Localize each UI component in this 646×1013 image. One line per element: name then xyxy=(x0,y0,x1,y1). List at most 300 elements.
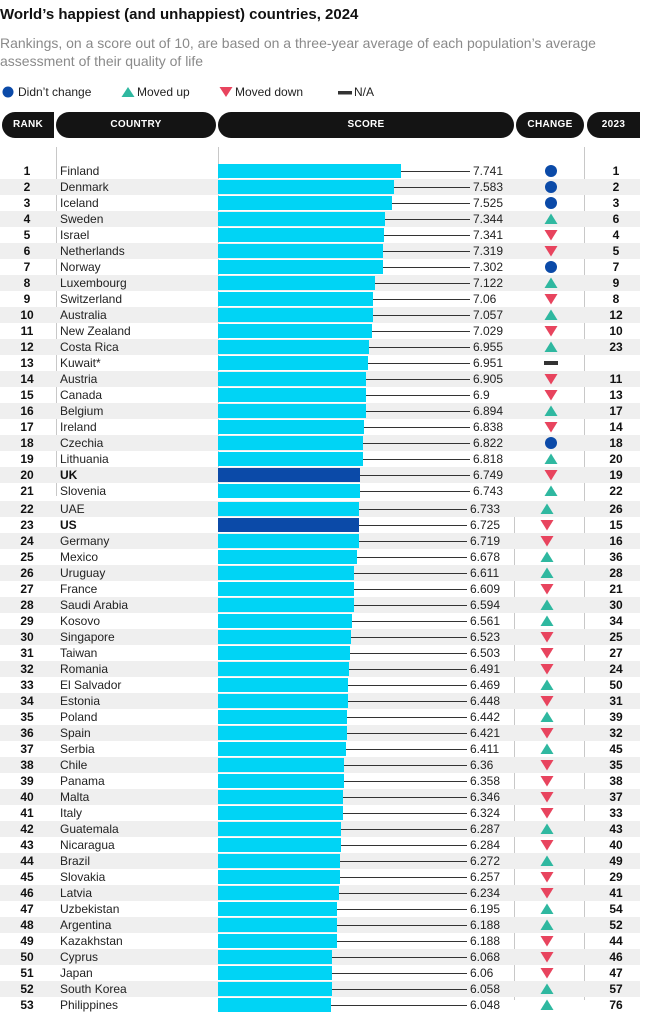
country-label: South Korea xyxy=(60,982,127,996)
score-label: 6.611 xyxy=(470,566,500,580)
score-bar xyxy=(218,726,347,740)
rank-label: 45 xyxy=(20,870,34,884)
prev-rank-label: 21 xyxy=(609,582,623,596)
leader-line xyxy=(332,973,467,974)
score-label: 7.583 xyxy=(473,180,504,194)
score-bar xyxy=(218,404,366,418)
prev-rank-label: 35 xyxy=(609,758,623,772)
change-up-icon xyxy=(539,918,555,932)
leader-line xyxy=(344,781,467,782)
triangle-down-icon xyxy=(219,86,233,98)
rank-label: 3 xyxy=(23,196,31,210)
prev-rank-label: 20 xyxy=(609,452,623,466)
country-label: Switzerland xyxy=(60,292,123,306)
score-bar xyxy=(218,646,350,660)
country-label: Cyprus xyxy=(60,950,99,964)
prev-rank-label: 41 xyxy=(609,886,623,900)
header-rank: RANK xyxy=(2,112,54,138)
score-label: 6.894 xyxy=(473,404,504,418)
score-label: 7.525 xyxy=(473,196,504,210)
score-label: 6.822 xyxy=(473,436,504,450)
score-label: 7.057 xyxy=(473,308,504,322)
change-up-icon xyxy=(539,710,555,724)
leader-line xyxy=(337,941,467,942)
score-bar xyxy=(218,436,363,450)
country-label: UK xyxy=(60,468,78,482)
prev-rank-label: 6 xyxy=(612,212,620,226)
rank-label: 46 xyxy=(20,886,34,900)
prev-rank-label: 32 xyxy=(609,726,623,740)
change-down-icon xyxy=(543,420,559,434)
change-up-icon xyxy=(543,212,559,226)
score-label: 6.749 xyxy=(473,468,504,482)
score-bar xyxy=(218,356,368,370)
prev-rank-label: 24 xyxy=(609,662,623,676)
score-label: 6.411 xyxy=(470,742,500,756)
rank-label: 27 xyxy=(20,582,34,596)
legend-label: Moved up xyxy=(137,85,190,99)
leader-line xyxy=(344,765,467,766)
leader-line xyxy=(363,459,470,460)
leader-line xyxy=(363,443,470,444)
rank-label: 11 xyxy=(20,324,34,338)
change-down-icon xyxy=(539,726,555,740)
rank-label: 50 xyxy=(20,950,34,964)
change-up-icon xyxy=(543,452,559,466)
leader-line xyxy=(383,251,470,252)
score-label: 6.469 xyxy=(470,678,501,692)
leader-line xyxy=(384,235,470,236)
country-label: Romania xyxy=(60,662,109,676)
country-label: Kazakhstan xyxy=(60,934,123,948)
score-label: 6.951 xyxy=(473,356,504,370)
country-label: El Salvador xyxy=(60,678,122,692)
prev-rank-label: 1 xyxy=(612,164,620,178)
prev-rank-label: 10 xyxy=(609,324,623,338)
prev-rank-label: 13 xyxy=(609,388,623,402)
rank-label: 12 xyxy=(20,340,34,354)
change-down-icon xyxy=(539,662,555,676)
score-label: 6.346 xyxy=(470,790,501,804)
rank-label: 52 xyxy=(20,982,34,996)
rank-label: 17 xyxy=(20,420,34,434)
change-up-icon xyxy=(539,982,555,996)
prev-rank-label: 23 xyxy=(609,340,623,354)
country-label: Netherlands xyxy=(60,244,125,258)
prev-rank-label: 76 xyxy=(609,998,623,1012)
change-up-icon xyxy=(539,502,555,516)
leader-line xyxy=(354,573,467,574)
rank-label: 13 xyxy=(20,356,34,370)
rank-label: 19 xyxy=(20,452,34,466)
score-bar xyxy=(218,838,341,852)
country-label: Chile xyxy=(60,758,88,772)
prev-rank-label: 50 xyxy=(609,678,623,692)
prev-rank-label: 12 xyxy=(609,308,623,322)
score-label: 6.324 xyxy=(470,806,501,820)
prev-rank-label: 36 xyxy=(609,550,623,564)
country-label: Luxembourg xyxy=(60,276,127,290)
prev-rank-label: 7 xyxy=(612,260,620,274)
score-label: 7.341 xyxy=(473,228,504,242)
prev-rank-label: 30 xyxy=(609,598,623,612)
change-up-icon xyxy=(539,998,555,1012)
leader-line xyxy=(360,475,470,476)
dash-icon xyxy=(338,86,352,98)
leader-line xyxy=(337,909,467,910)
country-label: Norway xyxy=(60,260,101,274)
leader-line xyxy=(359,541,467,542)
rank-label: 4 xyxy=(23,212,31,226)
country-label: Italy xyxy=(60,806,83,820)
leader-line xyxy=(348,685,467,686)
leader-line xyxy=(366,379,470,380)
score-label: 6.523 xyxy=(470,630,501,644)
rank-label: 14 xyxy=(20,372,34,386)
score-bar xyxy=(218,324,372,338)
change-down-icon xyxy=(539,950,555,964)
score-bar xyxy=(218,678,348,692)
score-bar xyxy=(218,340,369,354)
score-label: 6.257 xyxy=(470,870,501,884)
leader-line xyxy=(359,509,467,510)
rank-label: 24 xyxy=(20,534,34,548)
score-bar xyxy=(218,950,332,964)
change-down-icon xyxy=(539,694,555,708)
score-bar xyxy=(218,196,392,210)
legend-label: Moved down xyxy=(235,85,304,99)
score-bar xyxy=(218,982,332,996)
leader-line xyxy=(340,877,467,878)
change-down-icon xyxy=(543,228,559,242)
score-bar xyxy=(218,806,343,820)
country-label: Germany xyxy=(60,534,110,548)
country-label: Argentina xyxy=(60,918,112,932)
score-label: 7.344 xyxy=(473,212,504,226)
score-bar xyxy=(218,260,383,274)
leader-line xyxy=(347,733,467,734)
country-label: Slovakia xyxy=(60,870,106,884)
country-label: Singapore xyxy=(60,630,115,644)
country-label: Slovenia xyxy=(60,484,107,498)
change-down-icon xyxy=(543,244,559,258)
country-label: Estonia xyxy=(60,694,101,708)
score-bar xyxy=(218,452,363,466)
country-label: Serbia xyxy=(60,742,95,756)
score-bar xyxy=(218,372,366,386)
change-down-icon xyxy=(539,646,555,660)
score-bar xyxy=(218,308,373,322)
prev-rank-label: 14 xyxy=(609,420,623,434)
rank-label: 53 xyxy=(20,998,34,1012)
score-bar xyxy=(218,388,366,402)
score-label: 6.594 xyxy=(470,598,501,612)
legend-label: Didn’t change xyxy=(18,85,92,99)
leader-line xyxy=(364,427,470,428)
rank-label: 37 xyxy=(20,742,34,756)
leader-line xyxy=(392,203,470,204)
rank-label: 23 xyxy=(20,518,34,532)
leader-line xyxy=(373,315,470,316)
leader-line xyxy=(340,861,467,862)
score-bar xyxy=(218,614,352,628)
rank-label: 38 xyxy=(20,758,34,772)
country-label: Sweden xyxy=(60,212,104,226)
prev-rank-label: 33 xyxy=(609,806,623,820)
score-bar xyxy=(218,292,373,306)
change-down-icon xyxy=(539,774,555,788)
country-label: Ireland xyxy=(60,420,97,434)
rank-label: 48 xyxy=(20,918,34,932)
leader-line xyxy=(375,283,470,284)
score-bar xyxy=(218,870,340,884)
prev-rank-label: 43 xyxy=(609,822,623,836)
score-bar xyxy=(218,228,384,242)
prev-rank-label: 38 xyxy=(609,774,623,788)
score-label: 6.743 xyxy=(473,484,504,498)
leader-line xyxy=(339,893,467,894)
rank-label: 10 xyxy=(20,308,34,322)
prev-rank-label: 11 xyxy=(609,372,623,386)
rank-label: 35 xyxy=(20,710,34,724)
score-bar xyxy=(218,790,343,804)
score-label: 7.319 xyxy=(473,244,504,258)
country-label: Austria xyxy=(60,372,98,386)
leader-line xyxy=(373,299,470,300)
rank-label: 42 xyxy=(20,822,34,836)
prev-rank-label: 9 xyxy=(612,276,620,290)
change-up-icon xyxy=(543,276,559,290)
chart-subtitle: Rankings, on a score out of 10, are based on a three-year average of each population’s average assessment of their quality of life xyxy=(0,35,596,69)
score-bar xyxy=(218,918,337,932)
score-bar xyxy=(218,484,360,498)
leader-line xyxy=(352,621,467,622)
change-up-icon xyxy=(539,678,555,692)
rank-label: 32 xyxy=(20,662,34,676)
change-na-icon xyxy=(543,356,559,370)
prev-rank-label: 4 xyxy=(612,228,620,242)
score-label: 6.818 xyxy=(473,452,504,466)
change-down-icon xyxy=(539,790,555,804)
leader-line xyxy=(343,797,467,798)
change-up-icon xyxy=(539,902,555,916)
change-down-icon xyxy=(539,886,555,900)
country-label: Canada xyxy=(60,388,103,402)
score-label: 6.06 xyxy=(470,966,494,980)
score-label: 6.678 xyxy=(470,550,501,564)
header-change: CHANGE xyxy=(516,112,584,138)
rank-label: 26 xyxy=(20,566,34,580)
rank-label: 28 xyxy=(20,598,34,612)
prev-rank-label: 39 xyxy=(609,710,623,724)
country-label: Lithuania xyxy=(60,452,109,466)
score-bar xyxy=(218,518,359,532)
rank-label: 16 xyxy=(20,404,34,418)
leader-line xyxy=(331,1005,467,1006)
country-label: US xyxy=(60,518,77,532)
score-bar xyxy=(218,902,337,916)
rank-label: 6 xyxy=(23,244,31,258)
leader-line xyxy=(354,605,467,606)
change-up-icon xyxy=(543,340,559,354)
score-label: 6.503 xyxy=(470,646,501,660)
leader-line xyxy=(341,845,467,846)
leader-line xyxy=(350,653,467,654)
score-label: 6.188 xyxy=(470,918,501,932)
country-label: Mexico xyxy=(60,550,99,564)
change-same-icon xyxy=(543,180,559,194)
score-bar xyxy=(218,420,364,434)
change-up-icon xyxy=(543,484,559,498)
score-bar xyxy=(218,822,341,836)
leader-line xyxy=(359,525,467,526)
country-label: Poland xyxy=(60,710,98,724)
change-down-icon xyxy=(539,534,555,548)
score-label: 6.272 xyxy=(470,854,501,868)
rank-label: 21 xyxy=(20,484,34,498)
score-label: 6.068 xyxy=(470,950,501,964)
country-label: Panama xyxy=(60,774,105,788)
leader-line xyxy=(343,813,467,814)
country-label: Costa Rica xyxy=(60,340,119,354)
change-down-icon xyxy=(539,966,555,980)
score-label: 6.234 xyxy=(470,886,501,900)
country-label: New Zealand xyxy=(60,324,131,338)
country-label: Denmark xyxy=(60,180,109,194)
leader-line xyxy=(401,171,470,172)
leader-line xyxy=(351,637,467,638)
rank-label: 9 xyxy=(23,292,31,306)
score-label: 6.442 xyxy=(470,710,501,724)
score-bar xyxy=(218,468,360,482)
leader-line xyxy=(348,701,467,702)
leader-line xyxy=(346,749,467,750)
score-bar xyxy=(218,742,346,756)
change-down-icon xyxy=(543,468,559,482)
country-label: Australia xyxy=(60,308,107,322)
rank-label: 7 xyxy=(23,260,31,274)
score-label: 6.287 xyxy=(470,822,501,836)
prev-rank-label: 8 xyxy=(612,292,620,306)
score-bar xyxy=(218,566,354,580)
country-label: Malta xyxy=(60,790,90,804)
score-label: 7.302 xyxy=(473,260,504,274)
rank-label: 41 xyxy=(20,806,34,820)
prev-rank-label: 27 xyxy=(609,646,623,660)
score-label: 6.048 xyxy=(470,998,501,1012)
change-same-icon xyxy=(543,436,559,450)
change-down-icon xyxy=(539,582,555,596)
prev-rank-label: 17 xyxy=(609,404,623,418)
score-bar xyxy=(218,662,349,676)
prev-rank-label: 5 xyxy=(612,244,620,258)
score-label: 6.955 xyxy=(473,340,504,354)
score-bar xyxy=(218,502,359,516)
prev-rank-label: 15 xyxy=(609,518,623,532)
score-label: 6.188 xyxy=(470,934,501,948)
score-bar xyxy=(218,886,339,900)
rank-label: 25 xyxy=(20,550,34,564)
circle-icon xyxy=(2,86,14,98)
leader-line xyxy=(368,363,470,364)
rank-label: 15 xyxy=(20,388,34,402)
score-label: 6.725 xyxy=(470,518,501,532)
change-same-icon xyxy=(543,196,559,210)
leader-line xyxy=(337,925,467,926)
country-label: Finland xyxy=(60,164,100,178)
country-label: Philippines xyxy=(60,998,119,1012)
change-up-icon xyxy=(539,566,555,580)
score-bar xyxy=(218,212,385,226)
prev-rank-label: 47 xyxy=(609,966,623,980)
score-label: 7.029 xyxy=(473,324,504,338)
rank-label: 36 xyxy=(20,726,34,740)
country-label: Iceland xyxy=(60,196,99,210)
rank-label: 49 xyxy=(20,934,34,948)
change-down-icon xyxy=(539,838,555,852)
score-label: 6.719 xyxy=(470,534,501,548)
prev-rank-label: 18 xyxy=(609,436,623,450)
prev-rank-label: 54 xyxy=(609,902,623,916)
rank-label: 5 xyxy=(23,228,31,242)
score-bar xyxy=(218,276,375,290)
score-bar xyxy=(218,774,344,788)
header-country: COUNTRY xyxy=(56,112,216,138)
country-label: Belgium xyxy=(60,404,104,418)
leader-line xyxy=(369,347,470,348)
score-bar xyxy=(218,854,340,868)
country-label: France xyxy=(60,582,98,596)
country-label: Israel xyxy=(60,228,90,242)
score-label: 6.561 xyxy=(470,614,501,628)
change-down-icon xyxy=(539,934,555,948)
rank-label: 39 xyxy=(20,774,34,788)
prev-rank-label: 28 xyxy=(609,566,623,580)
score-label: 6.284 xyxy=(470,838,501,852)
score-bar xyxy=(218,966,332,980)
leader-line xyxy=(354,589,467,590)
change-up-icon xyxy=(543,404,559,418)
leader-line xyxy=(385,219,470,220)
prev-rank-label: 40 xyxy=(609,838,623,852)
rank-label: 2 xyxy=(23,180,31,194)
leader-line xyxy=(357,557,467,558)
leader-line xyxy=(372,331,470,332)
score-label: 6.448 xyxy=(470,694,501,708)
score-label: 6.421 xyxy=(470,726,501,740)
leader-line xyxy=(383,267,470,268)
score-bar xyxy=(218,244,383,258)
prev-rank-label: 25 xyxy=(609,630,623,644)
chart-title: World’s happiest (and unhappiest) countries, 2024 xyxy=(0,6,359,23)
leader-line xyxy=(332,957,467,958)
score-label: 7.06 xyxy=(473,292,497,306)
score-bar xyxy=(218,582,354,596)
change-same-icon xyxy=(543,260,559,274)
change-up-icon xyxy=(543,308,559,322)
country-label: Uruguay xyxy=(60,566,106,580)
prev-rank-label: 3 xyxy=(612,196,620,210)
change-up-icon xyxy=(539,550,555,564)
change-down-icon xyxy=(543,388,559,402)
leader-line xyxy=(349,669,467,670)
rank-label: 1 xyxy=(23,164,31,178)
prev-rank-label: 22 xyxy=(609,484,623,498)
prev-rank-label: 45 xyxy=(609,742,623,756)
score-label: 7.122 xyxy=(473,276,504,290)
rank-label: 43 xyxy=(20,838,34,852)
score-bar xyxy=(218,758,344,772)
